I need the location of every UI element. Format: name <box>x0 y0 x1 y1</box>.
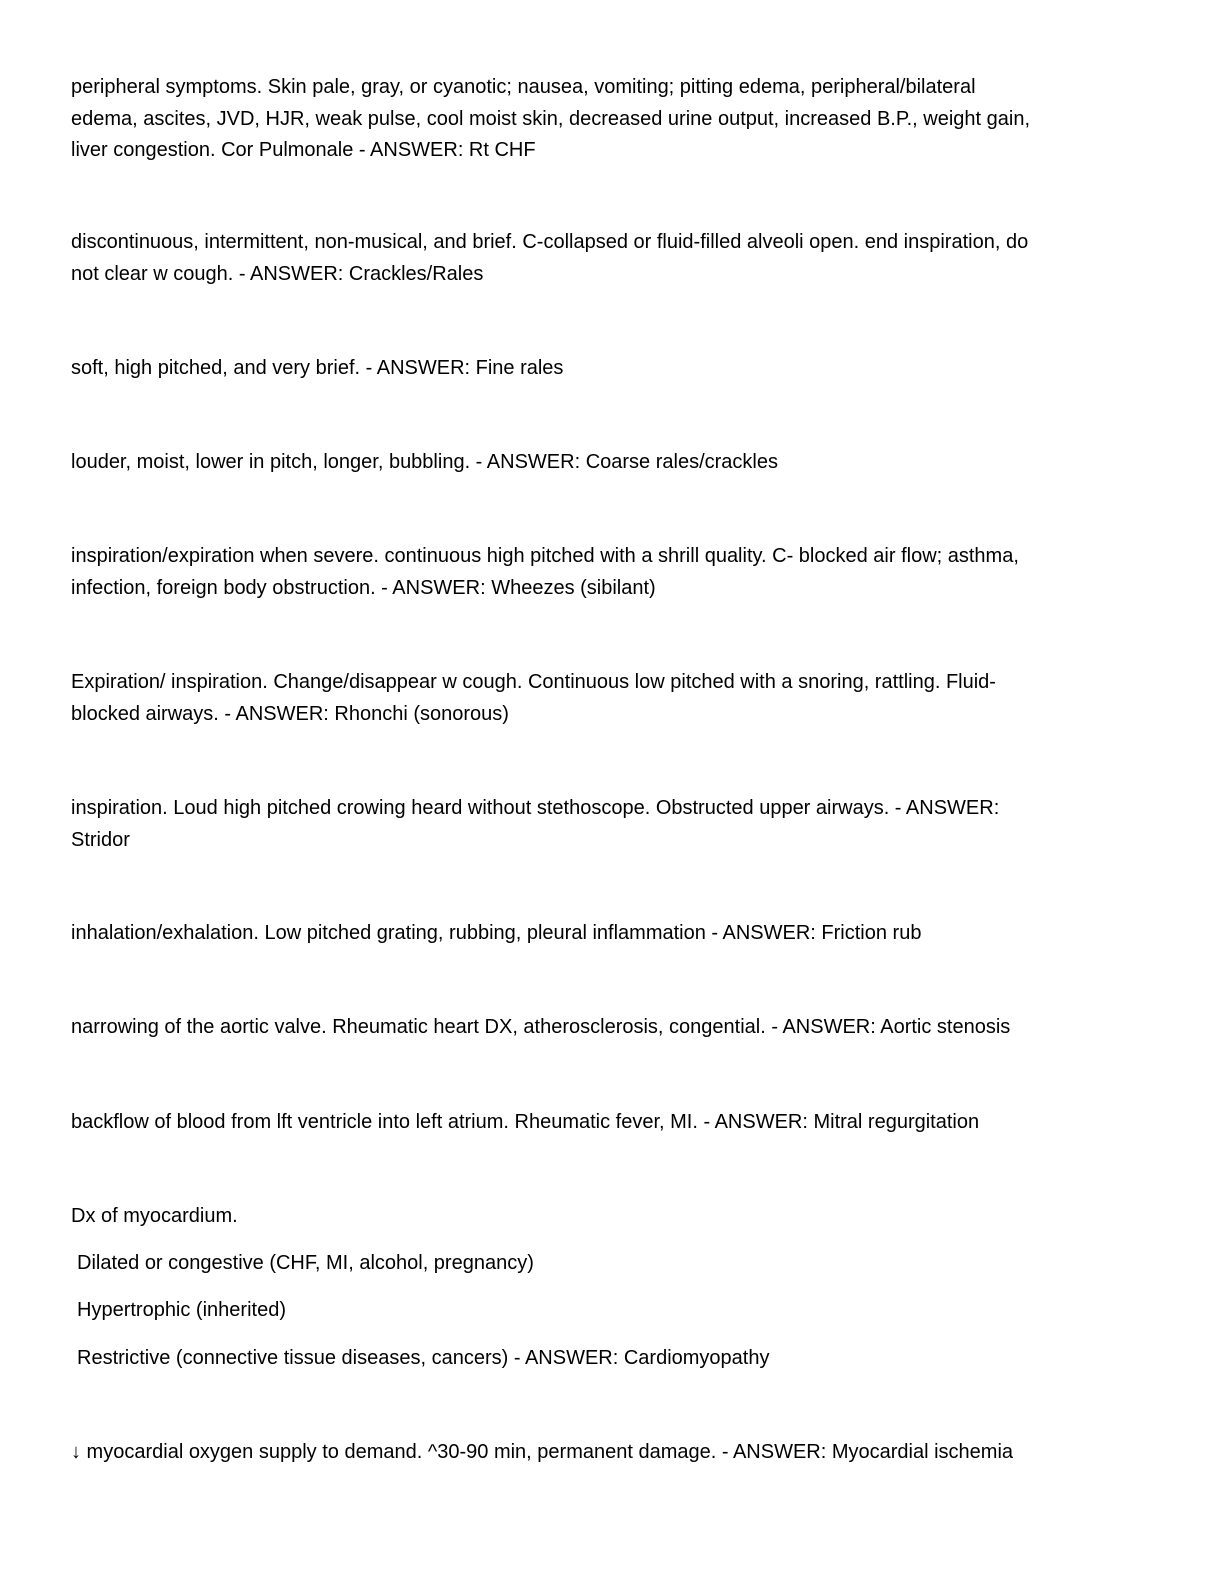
text-line: edema, ascites, JVD, HJR, weak pulse, cool moist skin, decreased urine output, increased B.P., weight gain, <box>71 107 1031 130</box>
flashcard-entry-cardiomyopathy-hypertrophic <box>71 1295 1157 1327</box>
text-line: louder, moist, lower in pitch, longer, bubbling. - ANSWER: Coarse rales/crackles <box>71 451 778 473</box>
text-line: inspiration. Loud high pitched crowing heard without stethoscope. Obstructed upper airways. - ANSWER: <box>71 797 1000 819</box>
flashcard-entry-stridor <box>71 793 1151 856</box>
flashcard-entry-cardiomyopathy-intro <box>71 1201 1151 1233</box>
text-line: not clear w cough. - ANSWER: Crackles/Rales <box>71 262 484 285</box>
text-line: ↓ myocardial oxygen supply to demand. ^30-90 min, permanent damage. - ANSWER: Myocardial ischemia <box>71 1441 1014 1463</box>
text-line: Stridor <box>71 828 130 851</box>
flashcard-entry-rhonchi <box>71 667 1151 730</box>
text-line: infection, foreign body obstruction. - ANSWER: Wheezes (sibilant) <box>71 576 656 599</box>
flashcard-entry-crackles <box>71 227 1151 290</box>
text-line: inspiration/expiration when severe. continuous high pitched with a shrill quality. C- blocked air flow; asthma, <box>71 545 1019 567</box>
flashcard-entry-aortic-stenosis <box>71 1012 1151 1044</box>
text-line: liver congestion. Cor Pulmonale - ANSWER: Rt CHF <box>71 139 536 161</box>
flashcard-entry-wheezes <box>71 541 1151 604</box>
text-line: soft, high pitched, and very brief. - ANSWER: Fine rales <box>71 357 564 379</box>
flashcard-entry-mitral-regurgitation <box>71 1107 1151 1139</box>
flashcard-entry-fine-rales <box>71 353 1151 385</box>
flashcard-entry-cardiomyopathy-restrictive <box>71 1343 1157 1375</box>
text-line: Dilated or congestive (CHF, MI, alcohol, pregnancy) <box>77 1252 534 1274</box>
flashcard-entry-rt-chf <box>71 72 1151 167</box>
flashcard-entry-cardiomyopathy-dilated <box>71 1248 1157 1280</box>
text-line: backflow of blood from lft ventricle into left atrium. Rheumatic fever, MI. - ANSWER: Mitral regurgitation <box>71 1111 980 1133</box>
text-line: blocked airways. - ANSWER: Rhonchi (sonorous) <box>71 702 509 725</box>
text-line: Restrictive (connective tissue diseases, cancers) - ANSWER: Cardiomyopathy <box>77 1347 770 1369</box>
flashcard-entry-coarse-rales <box>71 447 1151 479</box>
text-line: Expiration/ inspiration. Change/disappear w cough. Continuous low pitched with a snoring, rattling. Fluid- <box>71 671 996 693</box>
text-line: inhalation/exhalation. Low pitched grating, rubbing, pleural inflammation - ANSWER: Friction rub <box>71 922 922 944</box>
text-line: Hypertrophic (inherited) <box>77 1299 286 1321</box>
text-line: discontinuous, intermittent, non-musical, and brief. C-collapsed or fluid-filled alveoli open. end inspiration, do <box>71 231 1029 253</box>
flashcard-entry-friction-rub <box>71 918 1151 950</box>
text-line: peripheral symptoms. Skin pale, gray, or cyanotic; nausea, vomiting; pitting edema, peripheral/bilateral <box>71 76 976 98</box>
flashcard-entry-myocardial-ischemia <box>71 1437 1151 1469</box>
text-line: Dx of myocardium. <box>71 1205 238 1227</box>
text-line: narrowing of the aortic valve. Rheumatic heart DX, atherosclerosis, congential. - ANSWER: Aortic stenosis <box>71 1016 1011 1038</box>
